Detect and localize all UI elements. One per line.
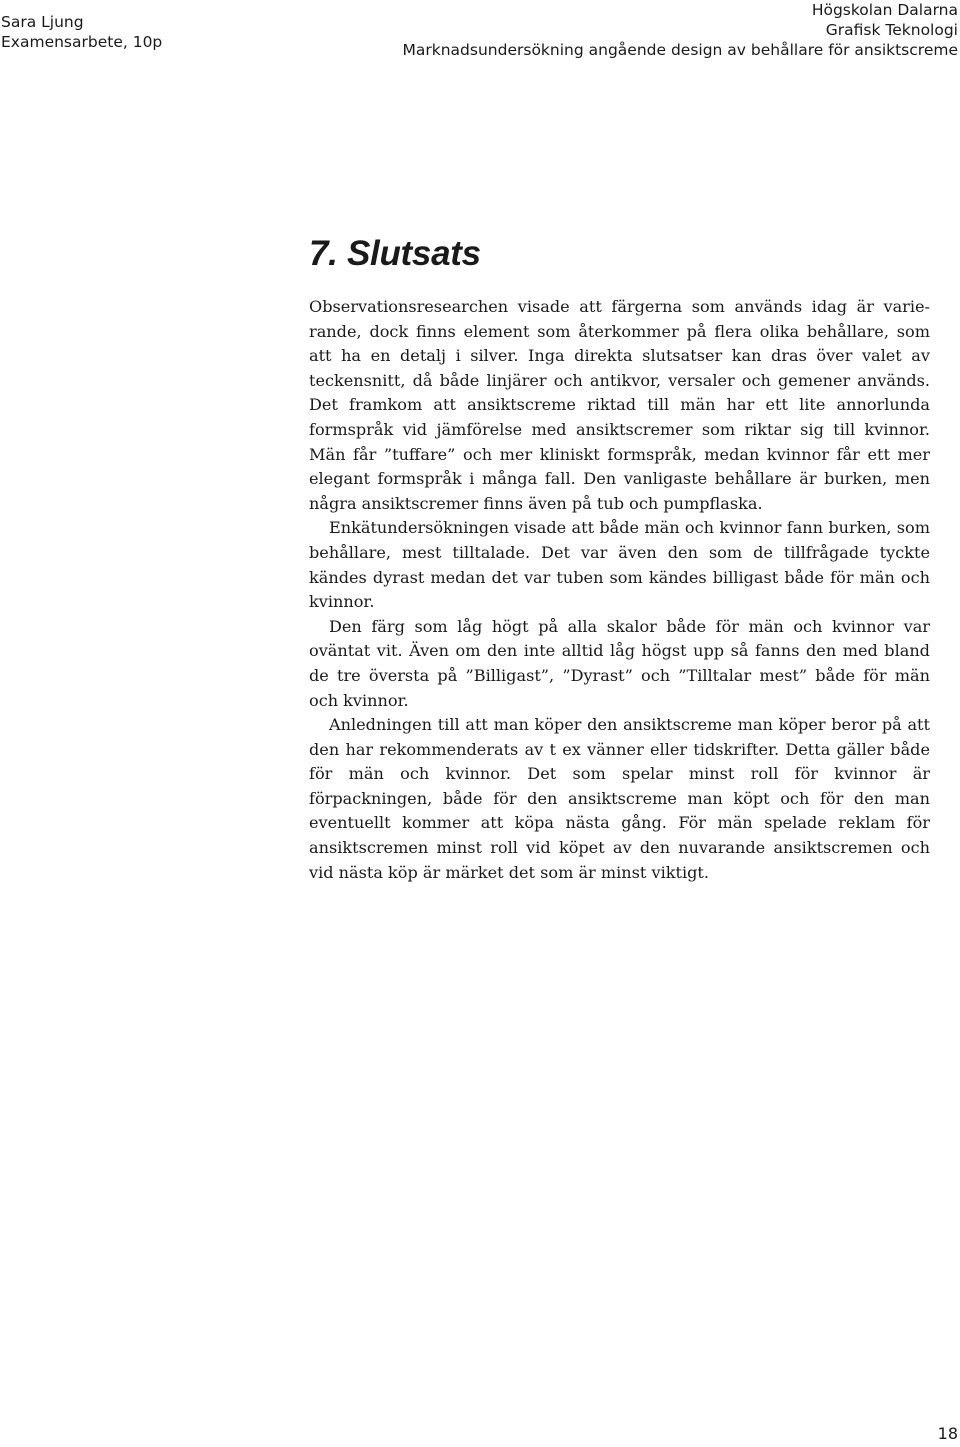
header-institution: Högskolan Dalarna — [811, 1, 958, 19]
header-program: Grafisk Teknologi — [825, 21, 958, 39]
running-header-left — [1, 12, 162, 52]
header-course: Examensarbete, 10p — [1, 33, 163, 51]
paragraph-reasons: Anledningen till att man köper den ansiktscreme man köper beror på att den har rekommenderats av t ex vänner eller tidskrifter. Detta gäller både för män och kvinnor. Det som spelar minst roll för kvinnor är förpackningen, både för den ansiktscreme man köpt och för den man eventuellt kommer att köpa nästa gång. För män spelade reklam för ansiktscremen minst roll vid köpet av den nuvarande ansiktscremen och vid nästa köp är märket det som är minst viktigt. — [309, 715, 930, 882]
paragraph-color: Den färg som låg högt på alla skalor både för män och kvinnor var oväntat vit. Även om den inte alltid låg högst upp så fanns den med bland de tre översta på ”Billigast”, ”Dyrast” och ”Tilltalar mest” både för män och kvinnor. — [309, 616, 930, 710]
body-text — [309, 295, 930, 885]
header-thesis-title: Marknadsundersökning angående design av behållare för ansiktscreme — [402, 41, 958, 59]
running-header-right — [403, 0, 958, 60]
page-number: 18 — [937, 1424, 958, 1443]
paragraph-observations: Observationsresearchen visade att färgerna som används idag är varierande, dock finns element som återkommer på flera olika behållare, som att ha en detalj i silver. Inga direkta slutsatser kan dras över valet av teckensnitt, då både linjärer och antikvor, versaler och gemener används. Det framkom att ansiktscreme riktad till män har ett lite annorlunda formspråk vid jämförelse med ansiktscremer som riktar sig till kvinnor. Män får ”tuffare” och mer kliniskt formspråk, medan kvinnor får ett mer elegant formspråk i många fall. Den vanligaste behållare är burken, men några ansiktscremer finns även på tub och pumpflaska. — [309, 297, 930, 513]
header-author: Sara Ljung — [1, 13, 84, 31]
chapter-title: 7. Slutsats — [309, 234, 481, 273]
paragraph-survey: Enkätundersökningen visade att både män och kvinnor fann burken, som behållare, mest tilltalade. Det var även den som de tillfrågade tyckte kändes dyrast medan det var tuben som kändes billigast både för män och kvinnor. — [309, 518, 930, 612]
